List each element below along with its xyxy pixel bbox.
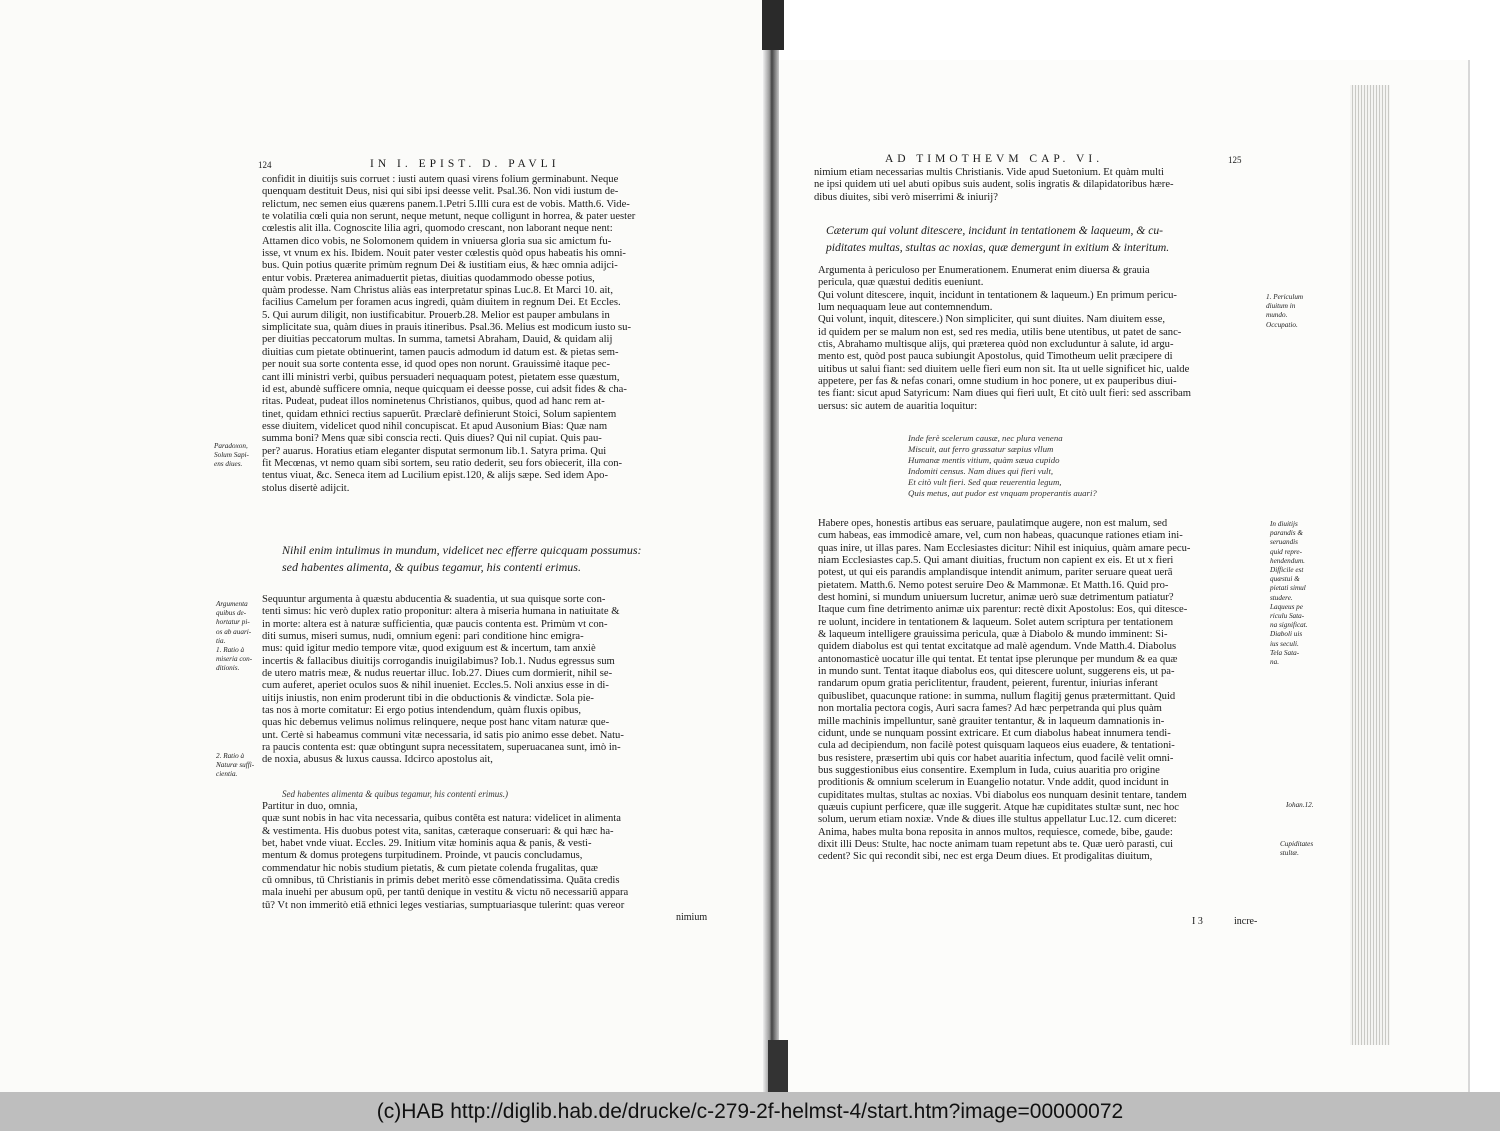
- right-quote: Cæterum qui volunt ditescere, incidunt in tentationem & laqueum, & cu- piditates multas, stultas ac noxias, quæ demergunt in exitium & interitum.: [826, 224, 1170, 254]
- right-marginal-note-2: In diuitijs parandis & seruandis quid repre- hendendum. Difficile est quæstui & pietati simul studere. Laqueus pe riculu Sata- na significat. Diaboli uis ius seculi. Tela Sata- na.: [1270, 520, 1308, 667]
- right-page-number: 125: [1228, 155, 1242, 165]
- right-body-2: Argumenta à periculoso per Enumerationem. Enumerat enim diuersa & grauia pericula, quæ quæstui deditis eueniunt. Qui volunt ditescere, inquit, incidunt in tentationem & laqueum.) En primum pericu- lum nequaquam leue aut contemnendum. Qui volunt, inquit, ditescere.) Non simpliciter, qui sunt diuites. Nam diuitem esse, id quidem per se malum non est, sed res media, utilis bene utentibus, ut patet de sanc- ctis, Abrahamo multisque alijs, qui præterea quòd non excluduntur à salute, id argu- mento est, quòd post pauca subiungit Apostolus, quid Timotheum uelit præcipere di uitibus ut salui fiant: sed diuitem uelle fieri eum non sit. Ita ut uelle significet hic, ualde appetere, per fas & nefas conari, omne studium in hoc ponere, ut ex pauperibus diui- tes fiant: sicut apud Satyricum: Nam diues qui fieri uult, Et citò uult fieri: sed asscribam uersus: sic autem de auaritia loquitur:: [818, 265, 1192, 412]
- left-sub-quote: Sed habentes alimenta & quibus tegamur, his contenti erimus.): [282, 789, 508, 799]
- left-body-2: Sequuntur argumenta à quæstu abducentia & suadentia, ut sua quisque sorte con- tenti simus: hic verò duplex ratio proponitur: altera à miseria humana in natiuitate & in morte: altera est à naturæ sufficientia, quæ paucis contenta est. Primùm vt con- diti sumus, miseri sumus, nudi, omnium egeni: pari conditione hinc emigra- mus: quid igitur medio tempore vitæ, quod exiguum est & incertum, tam anxiè incertis & fallacibus diuitijs corrogandis inuigilabimus? Iob.1. Nudus egressus sum de utero matris meæ, & nudus reuertar illuc. Iob.27. Diues cum dormierit, nihil se- cum auferet, aperiet oculos suos & nihil inueniet. Eccles.5. Noli anxius esse in di- uitijs iniustis, non enim proderunt tibi in die obductionis & vindictæ. Sola pie- tas nos à morte comitatur: Ei ergo potius intendendum, quàm fluxis opibus, quas hic debemus velimus nolimus relinquere, neque post hanc vitam naturæ que- unt. Certè si habeamus communi vitæ necessaria, id satis pio animo esse debet. Natu- ra paucis contenta est: quæ obtingunt supra necessitatem, superuacanea sunt, imò in- de noxia, abusus & luxus caussa. Idcirco apostolus ait,: [262, 594, 624, 766]
- left-running-header: IN I. EPIST. D. PAVLI: [370, 158, 560, 170]
- gutter-shadow-bottom: [768, 1040, 788, 1092]
- right-catchword: incre-: [1234, 916, 1258, 927]
- right-body-1: nimium etiam necessarias multis Christianis. Vide apud Suetonium. Et quàm multi ne ipsi quidem uti uel abuti opibus suis audent, solis ingratis & dilapidatoribus hære- dibus diuites, sibi verò miserrimi & iniurij?: [814, 167, 1174, 203]
- left-marginal-note-3: 2. Ratio à Naturæ suffi- cientia.: [216, 752, 255, 779]
- right-verse-quotation: Inde ferè scelerum causæ, nec plura venena Miscuit, aut ferro grassatur sæpius vllum Humanæ mentis vitium, quàm sæua cupido Indomiti census. Nam diues qui fieri vult, Et citò vult fieri. Sed quæ reuerentia legum, Quis metus, aut pudor est vnquam properantis auari?: [908, 433, 1097, 499]
- copyright-url-text: (c)HAB http://diglib.hab.de/drucke/c-279-2f-helmst-4/start.htm?image=00000072: [376, 1099, 1124, 1123]
- right-marginal-note-3: Iohan.12.: [1286, 801, 1314, 809]
- right-marginal-note-1: 1. Periculum diuitum in mundo. Occupatio.: [1266, 293, 1304, 329]
- left-quote: Nihil enim intulimus in mundum, videlicet nec efferre quicquam possumus: sed habentes alimenta, & quibus tegamur, his contenti erimus.: [282, 543, 642, 574]
- right-signature-mark: I 3: [1192, 916, 1203, 927]
- left-catchword: nimium: [676, 912, 708, 923]
- gutter-shadow-top: [762, 0, 784, 50]
- left-marginal-note-1: Paradoxon, Solum Sapi- ens diues.: [214, 442, 249, 469]
- left-page-number: 124: [258, 160, 272, 170]
- left-body-3: Partitur in duo, omnia, quæ sunt nobis in hac vita necessaria, quibus contēta est natura: videlicet in alimenta & vestimenta. His duobus potest vita, sanitas, cæteraque conseruari: & qui hæc ha- bet, habet vnde viuat. Eccles. 29. Initium vitæ hominis aqua & panis, & vesti- mentum & domus protegens turpitudinem. Proinde, vt paucis concludamus, commendatur hic nobis studium pietatis, & cum pietate colenda frugalitas, quæ cū omnibus, tū Christianis in primis debet meritò esse cōmendatissima. Quāta credis mala inuehi per abusum opū, per tantū denique in vestitu & victu nō necessariū appara tū? Vt non immeritò etiā ethnici leges vestiarias, sumptuariasque tulerint: quas vereor: [262, 801, 629, 911]
- left-marginal-note-2: Argumenta quibus de- hortatur pi- os ab auari- tia. 1. Ratio à miseria con- ditionis.: [216, 600, 253, 673]
- left-body-1: confidit in diuitijs suis corruet : iusti autem quasi virens folium germinabunt. Neque quenquam destituit Deus, nisi qui sibi ipsi deesse velit. Psal.36. Non vidi iustum de- relictum, nec semen eius quærens panem.1.Petri 5.Illi cura est de vobis. Matth.6. Vide- te volatilia cœli quia non serunt, neque metunt, neque colligunt in horrea, & pater uester cœlestis alit illa. Cognoscite lilia agri, quomodo crescant, non laborant neque nent: Attamen dico vobis, ne Solomonem quidem in vniuersa gloria sua sic amictum fu- isse, vt vnum ex his. Ibidem. Nouit pater vester cœlestis quòd opus habeatis his omni- bus. Quin potius quærite primùm regnum Dei & iustitiam eius, & hæc omnia adijci- entur vobis. Præterea animaduertit pietas, diuitias quodammodo obesse potius, quàm prodesse. Nam Christus aliàs eas interpretatur spinas Luc.8. Et Marci 10. ait, facilius Camelum per foramen acus ingredi, quàm diuitem in regnum Dei. Et Eccles. 5. Qui aurum diligit, non iustificabitur. Prouerb.28. Melior est pauper ambulans in simplicitate sua, quàm diues in prauis itineribus. Psal.36. Melius est modicum iusto su- per diuitias peccatorum multas. In summa, tametsi Abraham, Dauid, & quidam alij diuitias cum pietate obtinuerint, tamen paucis admodum id datum est. & pietas sem- per nouit sua sorte contenta esse, id quod opes non norunt. Grauissimè itaque pec- cant illi ministri verbi, quibus persuaderi nequaquam potest, pietatem esse quæstum, id est, abundè sufficere omnia, neque quicquam ei deesse posse, cui adsit fides & cha- ritas. Pudeat, pudeat illos nominetenus Christianos, quibus, quod ad hanc rem at- tinet, quidam ethnici rectius sapuerūt. Præclarè definierunt Stoici, Solum sapientem esse diuitem, videlicet quod nihil concupiscat. Et apud Ausonium Bias: Quæ nam summa boni? Mens quæ sibi conscia recti. Quis diues? Qui nil cupiat. Quis pau- per? auarus. Horatius etiam eleganter disputat sermonum lib.1. Satyra prima. Qui fit Mecœnas, vt nemo quam sibi sortem, seu ratio dederit, seu fors obiecerit, illa con- tentus viuat, &c. Seneca item ad Lucilium epist.120, & alijs sæpe. Sed idem Apo- stolus disertè adijcit.: [262, 174, 636, 494]
- right-marginal-note-4: Cupiditates stultæ.: [1280, 840, 1314, 858]
- right-body-3: Habere opes, honestis artibus eas seruare, paulatimque augere, non est malum, sed cum habeas, eas immodicè amare, vel, cum non habeas, quacunque rationes etiam ini- quas inire, ut illas pares. Nam Ecclesiastes dicitur: Nihil est iniquius, quàm amare pecu- niam Ecclesiastes cap.5. Qui amant diuitias, fructum non capient ex eis. Et ut x fieri potest, ut qui eis parandis amplandisque intendit animum, pariter seruare queat uerā pietatem. Matth.6. Nemo potest seruire Deo & Mammonæ. Et Matth.16. Quid pro- dest homini, si mundum uniuersum lucretur, animæ uerò suæ detrimentum patiatur? Itaque cum fine detrimento animæ uix parentur: rectè dixit Apostolus: Eos, qui ditesce- re uolunt, incidere in tentationem & laqueum. Solet autem scriptura per tentationem & laqueum intelligere grauissima pericula, quæ à Diabolo & mundo imminent: Si- quidem diabolus est qui tentat excitatque ad malè agendum. Vnde Matth.4. Diabolus antonomasticè uocatur ille qui tentat. Et tentat ipse plerunque per mundum & ea quæ in mundo sunt. Tentat itaque diabolus eos, qui ditescere uolunt, suggerens eis, ut pa- randarum opum gratia periclitentur, fraudent, peierent, furentur, iniurias inferant quibuslibet, quacunque ratione: in summa, nullum flagitij genus prætermittant. Quid non mortalia pectora cogis, Auri sacra fames? Ad hæc perpetranda qui plus quàm mille machinis impelluntur, sanè grauiter tentantur, & in laqueum damnationis in- cidunt, unde se nunquam possint extricare. Et cum diabolus habeat innumera tendi- cula ad decipiendum, non facilè potest quisquam laqueos eius euadere, & tentationi- bus resistere, præsertim ubi quis cor habet auaritia infectum, quod facilè velit omni- bus suggestionibus eius consentire. Exemplum in Iuda, cuius auaritia pro origine proditionis & omnium scelerum in Euangelio notatur. Vnde addit, quod incidunt in cupiditates multas, stultas ac noxias. Vbi diabolus eos nunquam desinit tentare, tandem quæuis cupiunt perficere, quæ ille suggerit. Atque hæ cupiditates stultæ sunt, nec hoc solum, uerum etiam noxiæ. Vnde & diues ille stultus appellatur Luc.12. cum diceret: Anima, habes multa bona reposita in annos multos, requiesce, comede, bibe, gaude: dixit illi Deus: Stulte, hac nocte animam tuam repetunt abs te. Quæ uerò parasti, cui cedent? Sic qui recondit sibi, nec est erga Deum diues. Et prodigalitas diuitum,: [818, 518, 1191, 863]
- book-gutter: [763, 0, 779, 1092]
- copyright-footer: [0, 1092, 1500, 1131]
- right-running-header: AD TIMOTHEVM CAP. VI.: [885, 153, 1104, 165]
- fore-edge: [1350, 85, 1390, 1045]
